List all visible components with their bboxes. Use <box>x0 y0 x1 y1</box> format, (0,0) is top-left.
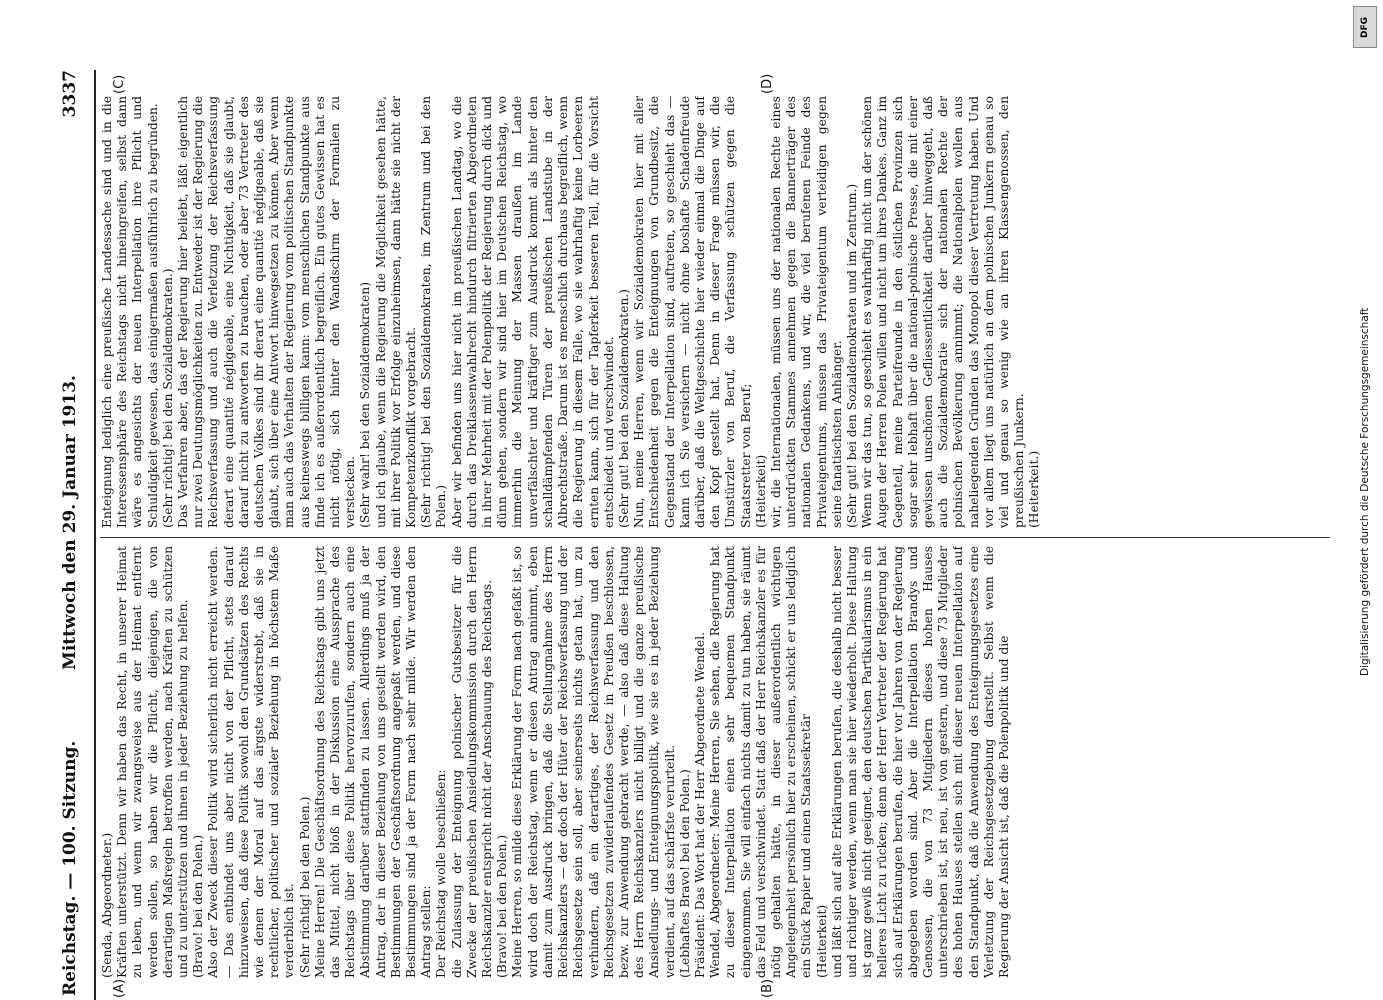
margin-marker-c: (C) <box>112 74 127 94</box>
left-column-text: (Senda, Abgeordneter.) Kräften unterstützt. Denn wir haben das Recht, in unserer Heimat zu leben, und wenn wir zwangsweise aus der Heimat entfernt werden sollen, so haben wir die Pflicht, diejenigen, die von derartigen Maßregeln betroffen werden, nach Kräften zu schützen und zu unterstützen und ihnen in jeder Beziehung zu helfen. (Bravo! bei den Polen.) Also der Zweck dieser Politik wird sicherlich nicht erreicht werden. — Das entbindet uns aber nicht von der Pflicht, stets darauf hinzuweisen, daß diese Politik sowohl den Grundsätzen des Rechts wie denen der Moral auf das ärgste widerstrebt, daß sie in rechtlicher, politischer und sozialer Beziehung in höchstem Maße verderblich ist. (Sehr richtig! bei den Polen.) Meine Herren! Die Geschäftsordnung des Reichstags gibt uns jetzt das Mittel, nicht bloß in der Diskussion eine Aussprache des Reichstags über diese Politik hervorzurufen, sondern auch eine Abstimmung darüber stattfinden zu lassen. Allerdings muß ja der Antrag, der in dieser Beziehung von uns gestellt werden wird, den Bestimmungen der Geschäftsordnung angepaßt werden, und diese Bestimmungen sind ja der Form nach sehr milde. Wir werden den Antrag stellen: Der Reichstag wolle beschließen: die Zulassung der Enteignung polnischer Gutsbesitzer für die Zwecke der preußischen Ansiedlungskommission durch den Herrn Reichskanzler entspricht nicht der Anschauung des Reichstags. (Bravo! bei den Polen.) Meine Herren, so milde diese Erklärung der Form nach gefaßt ist, so wird doch der Reichstag, wenn er diesen Antrag annimmt, eben damit zum Ausdruck bringen, daß die Stellungnahme des Herrn Reichskanzlers — der doch der Hüter der Reichsverfassung und der Reichsgesetze sein soll, aber seinerseits nichts getan hat, um zu verhindern, daß ein derartiges, der Reichsverfassung und den Reichsgesetzen zuwiderlaufendes Gesetz in Preußen beschlossen, bezw. zur Anwendung gebracht werde, — also daß diese Haltung des Herrn Reichskanzlers nicht billigt und die ganze preußische Ansiedlungs- und Enteignungspolitik, wie sie es in jeder Beziehung verdient, auf das schärfste verurteilt. (Lebhaftes Bravo! bei den Polen.) Präsident: Das Wort hat der Herr Abgeordnete Wendel. Wendel, Abgeordneter: Meine Herren, Sie sehen, die Regierung hat zu dieser Interpellation einen sehr bequemen Standpunkt eingenommen. Sie will einfach nichts damit zu tun haben, sie räumt das Feld und verschwindet. Statt daß der Herr Reichskanzler es für nötig gehalten hätte, in dieser außerordentlich wichtigen Angelegenheit persönlich hier zu erscheinen, schickt er uns lediglich ein Stück Papier und einen Staatssekretär (Heiterkeit) und läßt sich auf alte Erklärungen berufen, die deshalb nicht besser und richtiger werden, wenn man sie hier wiederholt. Diese Haltung ist ganz gewiß nicht geeignet, den deutschen Partikularismus in ein helleres Licht zu rücken; denn der Herr Vertreter der Regierung hat sich auf Erklärungen berufen, die hier vor Jahren von der Regierung abgegeben worden sind. Aber die Interpellation Brandys und Genossen, die von 73 Mitgliedern dieses hohen Hauses unterschrieben ist, ist neu, ist von gestern, und diese 73 Mitglieder des hohen Hauses stellen sich mit dieser neuen Interpellation auf den Standpunkt, daß die Anwendung des Enteignungsgesetzes eine Verletzung der Reichsgesetzgebung darstellt. Selbst wenn die Regierung der Ansicht ist, daß die Polenpolitik und die <box>100 546 1011 978</box>
page-number: 3337 <box>60 70 80 118</box>
digitization-credit: Digitalisierung gefördert durch die Deutsche Forschungsgemeinschaft <box>1359 307 1371 676</box>
page-header <box>60 70 86 1000</box>
header-date: Mittwoch den 29. Januar 1913. <box>60 375 80 670</box>
dfg-logo: DFG <box>1353 6 1377 48</box>
margin-marker-b: (B) <box>760 978 775 998</box>
column-divider <box>100 537 1330 538</box>
header-session: Reichstag. — 100. Sitzung. <box>60 740 80 996</box>
margin-marker-d: (D) <box>760 73 775 94</box>
margin-marker-a: (A) <box>112 978 127 998</box>
header-rule <box>94 70 96 1000</box>
rotated-page <box>60 70 1350 1000</box>
right-column-text: Enteignung lediglich eine preußische Landessache sind und in die Interessensphäre des Reichstags nicht hineingreifen, selbst dann wäre es angesichts der neuen Interpellation ihre Pflicht und Schuldigkeit gewesen, das einigermaßen ausführlich zu begründen. (Sehr richtig! bei den Sozialdemokraten.) Das Verfahren aber, das der Regierung hier beliebt, läßt eigentlich nur zwei Deutungsmöglichkeiten zu. Entweder ist der Regierung die Reichsverfassung und auch die Verletzung der Reichsverfassung derart eine quantité négligeable, eine Nichtigkeit, daß sie glaubt, darauf nicht zu antworten zu brauchen, oder aber 73 Vertreter des deutschen Volkes sind ihr derart eine quantité négligeable, daß sie glaubt, sich über eine Antwort hinwegsetzen zu können. Aber wenn man auch das Verhalten der Regierung vom politischen Standpunkte aus keineswegs billigen kann: vom menschlichen Standpunkte aus finde ich es außerordentlich begreiflich. Ein gutes Gewissen hat es nicht nötig, sich hinter den Wandschirm der Formalien zu verstecken. (Sehr wahr! bei den Sozialdemokraten) und ich glaube, wenn die Regierung die Möglichkeit gesehen hätte, mit ihrer Politik vor Erfolge einzuheimsen, dann hätte sie nicht der Kompetenzkonflikt vorgebracht. (Sehr richtig! bei den Sozialdemokraten, im Zentrum und bei den Polen.) Aber wir befinden uns hier nicht im preußischen Landtag, wo die durch das Dreiklassenwahlrecht hindurch filtrierten Abgeordneten in ihrer Mehrheit mit der Polenpolitik der Regierung durch dick und dünn gehen, sondern wir sind hier im Deutschen Reichstag, wo immerhin die Meinung der Massen draußen im Lande unverfälschter und kräftiger zum Ausdruck kommt als hinter den schalldämpfenden Türen der preußischen Landstube in der Albrechtstraße. Darum ist es menschlich durchaus begreiflich, wenn die Regierung in diesem Falle, wo sie wahrhaftig keine Lorbeeren ernten kann, sich für der Tapferkeit besseren Teil, für die Vorsicht entschiedet und verschwindet. (Sehr gut! bei den Sozialdemokraten.) Nun, meine Herren, wenn wir Sozialdemokraten hier mit aller Entschiedenheit gegen die Enteignungen von Grundbesitz, die Gegenstand der Interpellation sind, auftreten, so geschieht das — kann ich Sie versichern — nicht ohne boshafte Schadenfreude darüber, daß die Weltgeschichte hier wieder einmal die Dinge auf den Kopf gestellt hat. Denn in dieser Frage müssen wir, die Umstürzler von Beruf, die Verfassung schützen gegen die Staatsretter von Beruf; (Heiterkeit) wir, die Internationalen, müssen uns der nationalen Rechte eines unterdrückten Stammes annehmen gegen die Bannerträger des nationalen Gedankens, und wir, die viel berufenen Feinde des Privateigentums, müssen das Privateigentum verteidigen gegen seine fanatischsten Anhänger. (Sehr gut! bei den Sozialdemokraten und im Zentrum.) Wenn wir das tun, so geschieht es wahrhaftig nicht um der schönen Augen der Herren Polen willen und nicht um ihres Dankes. Ganz im Gegenteil, meine Parteifreunde in den östlichen Provinzen sich sogar sehr lebhaft über die national-polnische Presse, die mit einer gewissen unschönen Gefliessentlichkeit darüber hinweggeht, daß auch die Sozialdemokratie sich der nationalen Rechte der polnischen Bevölkerung annimmt; die Nationalpolen wollen aus naheliegenden Gründen das Monopol dieser Vertretung haben. Und vor allem liegt uns natürlich an dem polnischen Junkern genau so viel und genau so wenig wie an ihren Klassengenossen, den preußischen Junkern. (Heiterkeit.) <box>100 96 1042 528</box>
